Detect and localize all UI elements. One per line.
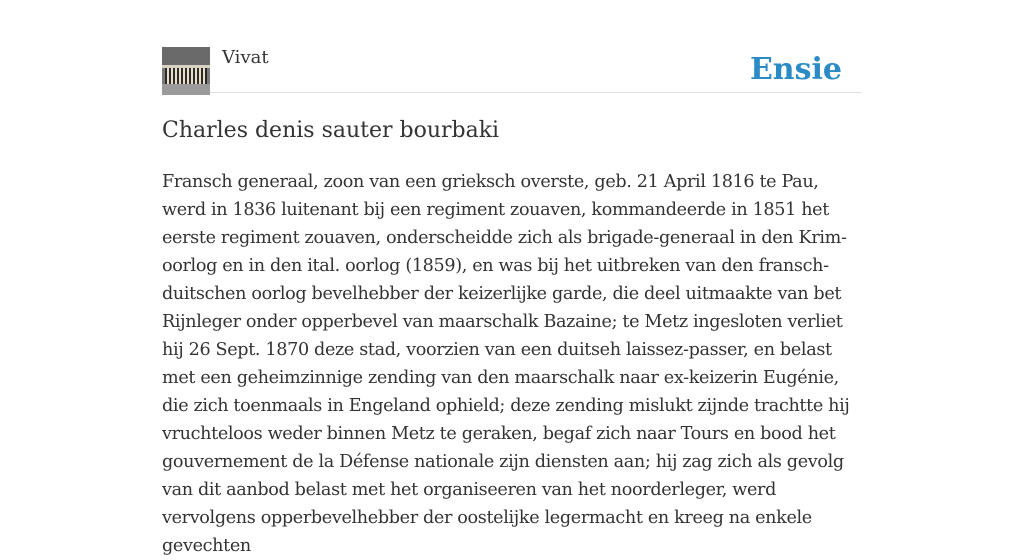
article-title: Charles denis sauter bourbaki — [162, 118, 500, 143]
site-name-link[interactable]: Vivat — [222, 47, 269, 68]
site-header — [162, 46, 862, 93]
site-avatar[interactable] — [162, 47, 210, 95]
books-avatar-icon — [162, 47, 210, 95]
article-body: Fransch generaal, zoon van een grieksch overste, geb. 21 April 1816 te Pau, werd in 1836 luitenant bij een regiment zouaven, kommandeerde in 1851 het eerste regiment zouaven, onderscheidde zich als brigade-generaal in den Krim-oorlog en in den ital. oorlog (1859), en was bij het uitbreken van den fransch-duitschen oorlog bevelhebber der keizerlijke garde, die deel uitmaakte van bet Rijnleger onder opperbevel van maarschalk Bazaine; te Metz ingesloten verliet hij 26 Sept. 1870 deze stad, voorzien van een duitseh laissez-passer, en belast met een geheimzinnige zending van den maarschalk naar ex-keizerin Eugénie, die zich toenmaals in Engeland ophield; deze zending mislukt zijnde trachtte hij vruchteloos weder binnen Metz te geraken, begaf zich naar Tours en bood het gouvernement de la Défense nationale zijn diensten aan; hij zag zich als gevolg van dit aanbod belast met het organiseeren van het noorderleger, werd vervolgens opperbevelhebber der oostelijke legermacht en kreeg na enkele gevechten — [162, 172, 850, 556]
ensie-logo-link[interactable]: Ensie — [749, 52, 842, 87]
